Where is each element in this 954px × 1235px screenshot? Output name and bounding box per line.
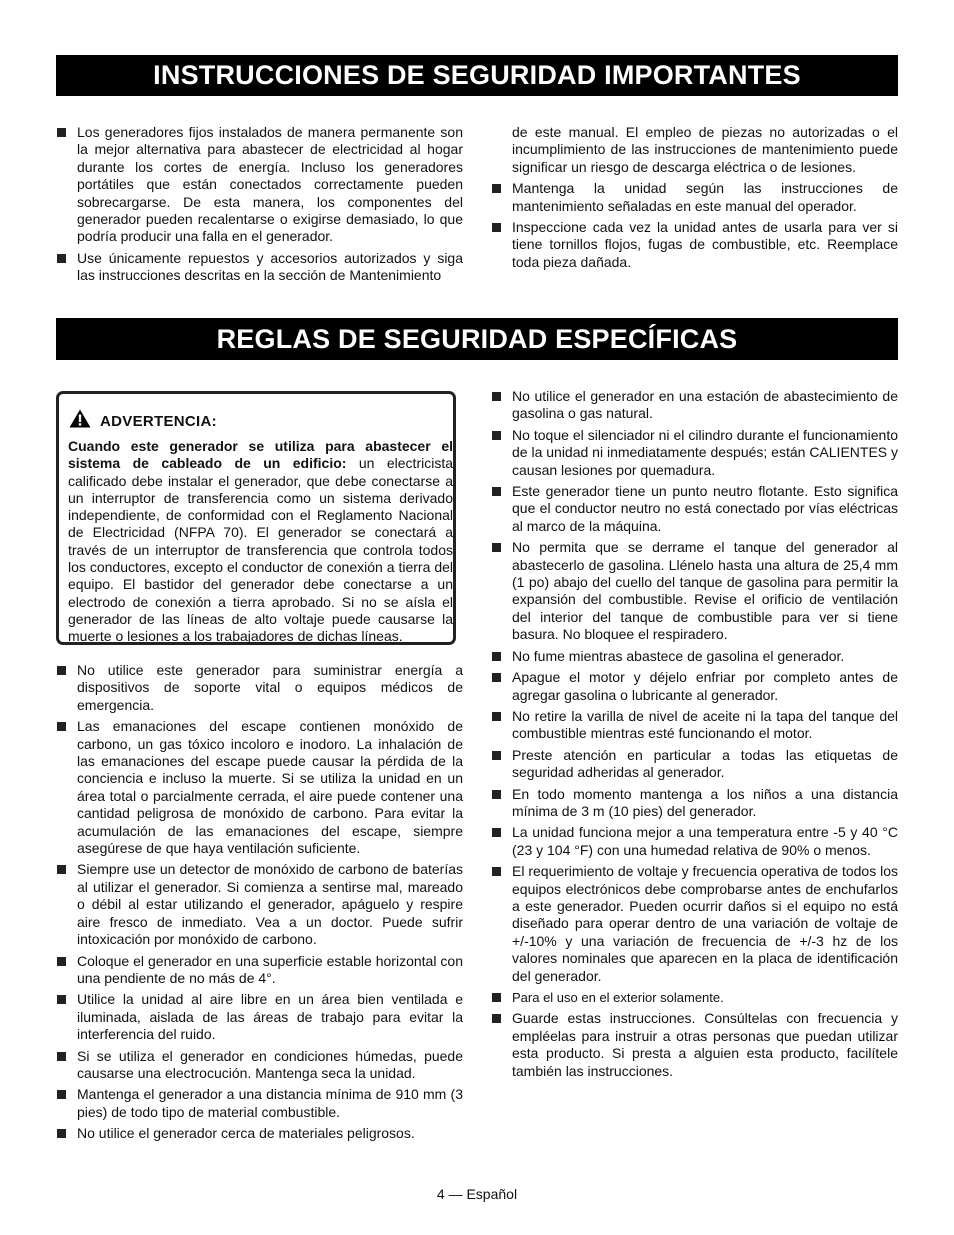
list-item: En todo momento mantenga a los niños a una distancia mínima de 3 m (10 pies) del generador.	[491, 786, 898, 821]
warning-box	[56, 391, 456, 645]
list-item-continuation: de este manual. El empleo de piezas no autorizadas o el incumplimiento de las instrucciones de mantenimiento puede significar un riesgo de descarga eléctrica o de lesiones.	[512, 124, 898, 175]
list-item: Siempre use un detector de monóxido de carbono de baterías al utilizar el generador. Si comienza a sentirse mal, mareado o débil al estar utilizando el generador, apáguelo y respire aire fresco de inmediato. Vea a un doctor. Puede sufrir intoxicación por monóxido de carbono.	[56, 861, 463, 948]
section-title-specific-rules	[56, 318, 898, 360]
list-item: Para el uso en el exterior solamente.	[491, 989, 898, 1006]
list-item: Los generadores fijos instalados de manera permanente son la mejor alternativa para abastecer de electricidad al hogar durante los cortes de energía. Incluso los generadores portátiles que están conectados correctamente pueden sobrecargarse. De esta manera, los componentes del generador pueden recalentarse o exigirse demasiado, lo que podría producir una falla en el generador.	[56, 124, 463, 246]
list-item: No retire la varilla de nivel de aceite ni la tapa del tanque del combustible mientras esté funcionando el motor.	[491, 708, 898, 743]
list-item: Mantenga la unidad según las instrucciones de mantenimiento señaladas en este manual del operador.	[491, 180, 898, 215]
list-item: El requerimiento de voltaje y frecuencia operativa de todos los equipos electrónicos debe comprobarse antes de enchufarlos a este generador. Pueden ocurrir daños si el equipo no está diseñado para operar dentro de una variación de voltaje de +/-10% y una variación de frecuencia de +/-3 hz de los valores nominales que aparecen en la placa de identificación del generador.	[491, 863, 898, 985]
list-item: Preste atención en particular a todas las etiquetas de seguridad adheridas al generador.	[491, 747, 898, 782]
warning-lead: Cuando este generador se utiliza para abastecer el sistema de cableado de un edificio:	[68, 438, 453, 472]
section2-right-column	[491, 388, 898, 1084]
list-item: Si se utiliza el generador en condiciones húmedas, puede causarse una electrocución. Mantenga seca la unidad.	[56, 1048, 463, 1083]
section1-right-column	[491, 124, 898, 275]
list-item: Utilice la unidad al aire libre en un área bien ventilada e iluminada, aislada de las áreas de trabajo para evitar la interferencia del ruido.	[56, 991, 463, 1043]
section1-title-text: INSTRUCCIONES DE SEGURIDAD IMPORTANTES	[153, 60, 801, 90]
list-item: Use únicamente repuestos y accesorios autorizados y siga las instrucciones descritas en la sección de Mantenimiento	[56, 250, 463, 285]
warning-title: ADVERTENCIA:	[100, 412, 217, 430]
list-item: No utilice el generador cerca de materiales peligrosos.	[56, 1125, 463, 1142]
list-item: Inspeccione cada vez la unidad antes de usarla para ver si tiene tornillos flojos, fugas de combustible, etc. Reemplace toda pieza dañada.	[491, 219, 898, 271]
section1-left-column	[56, 124, 463, 289]
list-item: Este generador tiene un punto neutro flotante. Esto significa que el conductor neutro no está conectado por vías eléctricas al marco de la máquina.	[491, 483, 898, 535]
list-item: Apague el motor y déjelo enfriar por completo antes de agregar gasolina o lubricante al generador.	[491, 669, 898, 704]
section2-left-column	[56, 662, 463, 1147]
list-item: No utilice este generador para suministrar energía a dispositivos de soporte vital o equipos médicos de emergencia.	[56, 662, 463, 714]
list-item: Mantenga el generador a una distancia mínima de 910 mm (3 pies) de todo tipo de material combustible.	[56, 1086, 463, 1121]
list-item: No fume mientras abastece de gasolina el generador.	[491, 648, 898, 665]
warning-triangle-icon	[69, 409, 91, 433]
page-number: 4 — Español	[436, 1186, 518, 1202]
warning-text	[68, 438, 453, 646]
section2-title-text: REGLAS DE SEGURIDAD ESPECÍFICAS	[216, 323, 738, 354]
list-item: Las emanaciones del escape contienen monóxido de carbono, un gas tóxico incoloro e inodoro. La inhalación de las emanaciones del escape puede causar la pérdida de la conciencia e incluso la muerte. Si se utiliza la unidad en un área total o parcialmente cerrada, el aire puede contener una cantidad peligrosa de monóxido de carbono. Para evitar la acumulación de las emanaciones del escape, siempre asegúrese de que haya ventilación suficiente.	[56, 718, 463, 857]
list-item: Guarde estas instrucciones. Consúltelas con frecuencia y empléelas para instruir a otras personas que puedan utilizar esta producto. Si presta a alguien esta producto, facilítele también las instrucciones.	[491, 1010, 898, 1080]
list-item: Coloque el generador en una superficie estable horizontal con una pendiente de no más de 4°.	[56, 953, 463, 988]
list-item: No utilice el generador en una estación de abastecimiento de gasolina o gas natural.	[491, 388, 898, 423]
list-item: No permita que se derrame el tanque del generador al abastecerlo de gasolina. Llénelo hasta una altura de 25,4 mm (1 po) abajo del cuello del tanque de gasolina para permitir la expansión del combustible. Revise el orificio de ventilación del interior del tanque de combustible para ver si tiene basura. No bloquee el respiradero.	[491, 539, 898, 643]
section-title-important-safety	[56, 55, 898, 96]
page-footer	[0, 1186, 954, 1202]
warning-header	[69, 409, 217, 433]
list-item: La unidad funciona mejor a una temperatura entre -5 y 40 °C (23 y 104 °F) con una humedad relativa de 90% o menos.	[491, 824, 898, 859]
warning-body: un electricista calificado debe instalar el generador, que debe conectarse a un interruptor de transferencia como un sistema derivado independiente, de conformidad con el Reglamento Nacional de Electricidad (NFPA 70). El generador se conectará a través de un interruptor de transferencia que controla todos los conductores, excepto el conductor de conexión a tierra del equipo. El bastidor del generador debe conectarse a un electrodo de conexión a tierra aprobado. Si no se aísla el generador de las líneas de alto voltaje puede causarse la muerte o lesiones a los trabajadores de dichas líneas.	[68, 455, 454, 645]
list-item: No toque el silenciador ni el cilindro durante el funcionamiento de la unidad ni inmediatamente después; están CALIENTES y causan lesiones por quemadura.	[491, 427, 898, 479]
